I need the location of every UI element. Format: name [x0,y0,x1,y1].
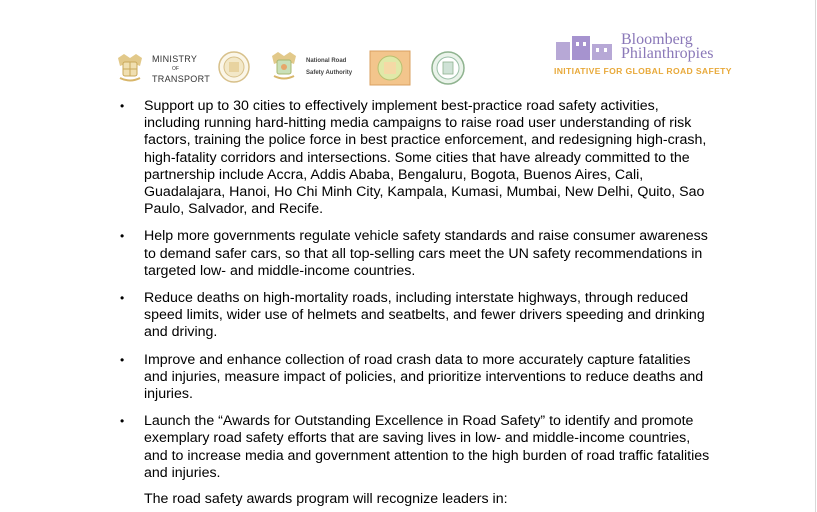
nrsa-line1: National Road [306,58,347,64]
document-body [117,98,717,508]
nrsa-line2: Safety Authority [306,70,353,76]
bullet-icon: • [120,99,125,113]
logo-banner [0,31,817,96]
awards-intro-text: The road safety awards program will recognize leaders in: [144,491,508,508]
bullet-icon: • [120,414,125,429]
building-skyline-icon [554,34,614,60]
list-item-text: Reduce deaths on high-mortality roads, including interstate highways, through reduced speed limits, wider use of helmets and seatbelts, and fewer drivers speeding and drinking and driving. [144,290,705,341]
bloomberg-tagline: INITIATIVE FOR GLOBAL ROAD SAFETY [554,66,732,76]
ministry-of-transport-logo [114,50,210,90]
list-item [117,290,717,342]
list-item [117,352,717,404]
nrsa-crest-icon [268,50,300,82]
bloomberg-name-line1: Bloomberg [621,31,693,48]
bullet-icon: • [120,352,125,367]
list-item-text: Launch the “Awards for Outstanding Excellence in Road Safety” to identify and promote exemplary road safety efforts that are saving lives in low- and middle-income countries, and to increase media and government attention to the high burden of road traffic fatalities and injuries. [144,413,710,481]
list-item [117,228,717,280]
round-seal-logo [217,50,251,84]
city-emblem-icon [369,50,411,86]
list-item-text: Help more governments regulate vehicle safety standards and raise consumer awareness to demand safer cars, so that all top-selling cars meet the UN safety recommendations in targeted low- and middle-income countries. [144,228,708,279]
assembly-seal-icon [430,50,466,86]
ministry-line1: MINISTRY [152,54,198,64]
list-item [117,413,717,482]
assembly-seal-logo [430,50,466,86]
national-road-safety-authority-logo [268,48,366,88]
ghana-coat-of-arms-icon [114,52,146,84]
bullet-icon: • [120,291,125,306]
bloomberg-philanthropies-logo [554,32,734,82]
initiative-list [117,98,717,482]
list-item-text: Support up to 30 cities to effectively implement best-practice road safety activities, including running hard-hitting media campaigns to raise road user understanding of risk factors, training the police force in best practice enforcement, and redesigning high-crash, high-fatality corridors and intersections. Some cities that have already committed to the partnership include Accra, Addis Ababa, Bengaluru, Bogota, Buenos Aires, Cali, Guadalajara, Hanoi, Ho Chi Minh City, Kampala, Kumasi, Mumbai, New Delhi, Quito, Sao Paulo, Salvador, and Recife. [144,98,707,218]
city-emblem-logo [369,50,411,86]
seal-icon [217,50,251,84]
list-item [117,98,717,218]
list-item-text: Improve and enhance collection of road crash data to more accurately capture fatalities and injuries, measure impact of policies, and prioritize interventions to reduce deaths and injuries. [144,351,704,403]
ministry-line3: TRANSPORT [152,74,211,84]
ministry-line2: OF [172,66,179,72]
bloomberg-name-line2: Philanthropies [621,45,714,62]
bullet-icon: • [120,229,125,244]
